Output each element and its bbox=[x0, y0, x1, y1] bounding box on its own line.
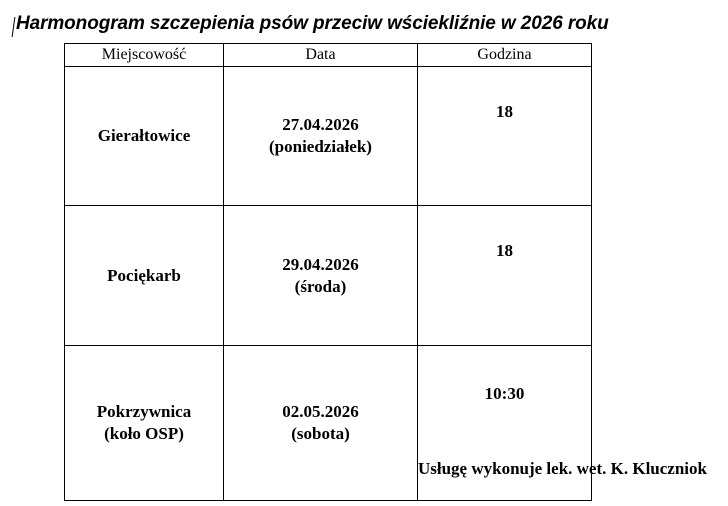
table-row bbox=[65, 67, 592, 206]
place-name: Gierałtowice bbox=[97, 126, 191, 145]
place-name: Pokrzywnica bbox=[96, 402, 192, 421]
date-value: 02.05.2026 bbox=[282, 402, 359, 421]
weekday: (środa) bbox=[294, 276, 347, 296]
time-value: 18 bbox=[496, 241, 513, 260]
place-note: (koło OSP) bbox=[104, 424, 184, 443]
time-cell bbox=[418, 206, 592, 346]
time-value: 18 bbox=[496, 102, 513, 121]
time-cell bbox=[418, 67, 592, 206]
text-cursor bbox=[12, 17, 16, 37]
veterinarian-note: Usługę wykonuje lek. wet. K. Kluczniok bbox=[417, 459, 707, 478]
place-name: Pociękarb bbox=[107, 265, 181, 285]
document-title: Harmonogram szczepienia psów przeciw wściekliźnie w 2026 roku bbox=[16, 13, 609, 34]
table-header-row bbox=[65, 44, 592, 67]
time-value: 10:30 bbox=[484, 384, 525, 403]
place-cell bbox=[65, 206, 224, 346]
table-row bbox=[65, 206, 592, 346]
date-value: 27.04.2026 bbox=[282, 115, 359, 134]
header-time: Godzina bbox=[418, 44, 592, 67]
date-cell bbox=[224, 206, 418, 346]
place-cell bbox=[65, 67, 224, 206]
date-cell bbox=[224, 346, 418, 501]
header-place: Miejscowość bbox=[65, 44, 224, 67]
header-date: Data bbox=[224, 44, 418, 67]
date-cell bbox=[224, 67, 418, 206]
weekday: (sobota) bbox=[291, 424, 350, 443]
weekday: (poniedziałek) bbox=[269, 137, 372, 156]
date-value: 29.04.2026 bbox=[282, 254, 359, 274]
place-cell bbox=[65, 346, 224, 501]
vaccination-schedule-table bbox=[64, 43, 592, 501]
